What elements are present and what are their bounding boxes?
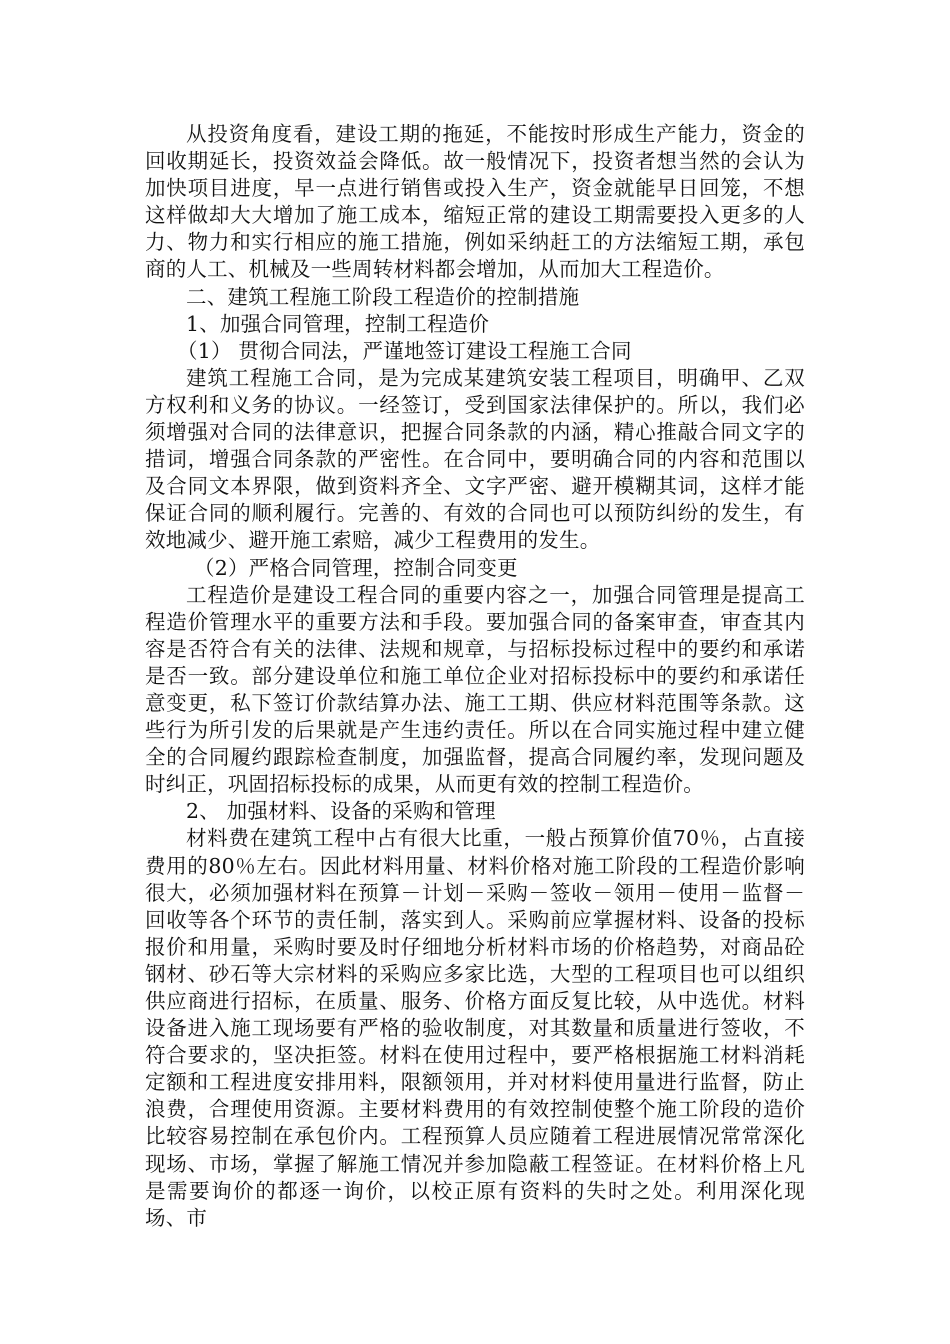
subsection-heading-contract-management: 1、加强合同管理，控制工程造价 xyxy=(186,311,490,336)
section-heading-control-measures: 二、建筑工程施工阶段工程造价的控制措施 xyxy=(186,284,580,309)
paragraph-construction-contract: 建筑工程施工合同，是为完成某建筑安装工程项目，明确甲、乙双方权利和义务的协议。一经签订，受到国家法律保护的。所以，我们必须增强对合同的法律意识，把握合同条款的内涵，精心推敲合同文字的措词，增强合同条款的严密性。在合同中，要明确合同的内容和范围以及合同文本界限，做到资料齐全、文字严密、避开模糊其词，这样才能保证合同的顺利履行。完善的、有效的合同也可以预防纠纷的发生，有效地减少、避开施工索赔，减少工程费用的发生。 xyxy=(145,365,805,553)
subsection-heading-materials-procurement: 2、 加强材料、设备的采购和管理 xyxy=(186,799,496,824)
paragraph-investment-duration: 从投资角度看，建设工期的拖延，不能按时形成生产能力，资金的回收期延长，投资效益会降低。故一般情况下，投资者想当然的会认为加快项目进度，早一点进行销售或投入生产，资金就能早日回笼，不想这样做却大大增加了施工成本，缩短正常的建设工期需要投入更多的人力、物力和实行相应的施工措施，例如采纳赶工的方法缩短工期，承包商的人工、机械及一些周转材料都会增加，从而加大工程造价。 xyxy=(145,122,805,282)
item-heading-contract-law: （1） 贯彻合同法，严谨地签订建设工程施工合同 xyxy=(177,338,632,363)
document-body xyxy=(145,121,805,1232)
item-heading-contract-change: （2）严格合同管理，控制合同变更 xyxy=(194,555,518,580)
paragraph-contract-supervision: 工程造价是建设工程合同的重要内容之一，加强合同管理是提高工程造价管理水平的重要方法和手段。要加强合同的备案审查，审查其内容是否符合有关的法律、法规和规章，与招标投标过程中的要约和承诺是否一致。部分建设单位和施工单位企业对招标投标中的要约和承诺任意变更，私下签订价款结算办法、施工工期、供应材料范围等条款。这些行为所引发的后果就是产生违约责任。所以在合同实施过程中建立健全的合同履约跟踪检查制度，加强监督，提高合同履约率，发现问题及时纠正，巩固招标投标的成果，从而更有效的控制工程造价。 xyxy=(145,582,805,797)
paragraph-materials-cost: 材料费在建筑工程中占有很大比重，一般占预算价值70％，占直接费用的80％左右。因此材料用量、材料价格对施工阶段的工程造价影响很大，必须加强材料在预算－计划－采购－签收－领用－使用－监督－回收等各个环节的责任制，落实到人。采购前应掌握材料、设备的投标报价和用量，采购时要及时仔细地分析材料市场的价格趋势，对商品砼钢材、砂石等大宗材料的采购应多家比选，大型的工程项目也可以组织供应商进行招标，在质量、服务、价格方面反复比较，从中选优。材料设备进入施工现场要有严格的验收制度，对其数量和质量进行签收，不符合要求的，坚决拒签。材料在使用过程中，要严格根据施工材料消耗定额和工程进度安排用料，限额领用，并对材料使用量进行监督，防止浪费，合理使用资源。主要材料费用的有效控制使整个施工阶段的造价比较容易控制在承包价内。工程预算人员应随着工程进展情况常常深化现场、市场，掌握了解施工情况并参加隐蔽工程签证。在材料价格上凡是需要询价的都逐一询价，以校正原有资料的失时之处。利用深化现场、市 xyxy=(145,826,805,1230)
